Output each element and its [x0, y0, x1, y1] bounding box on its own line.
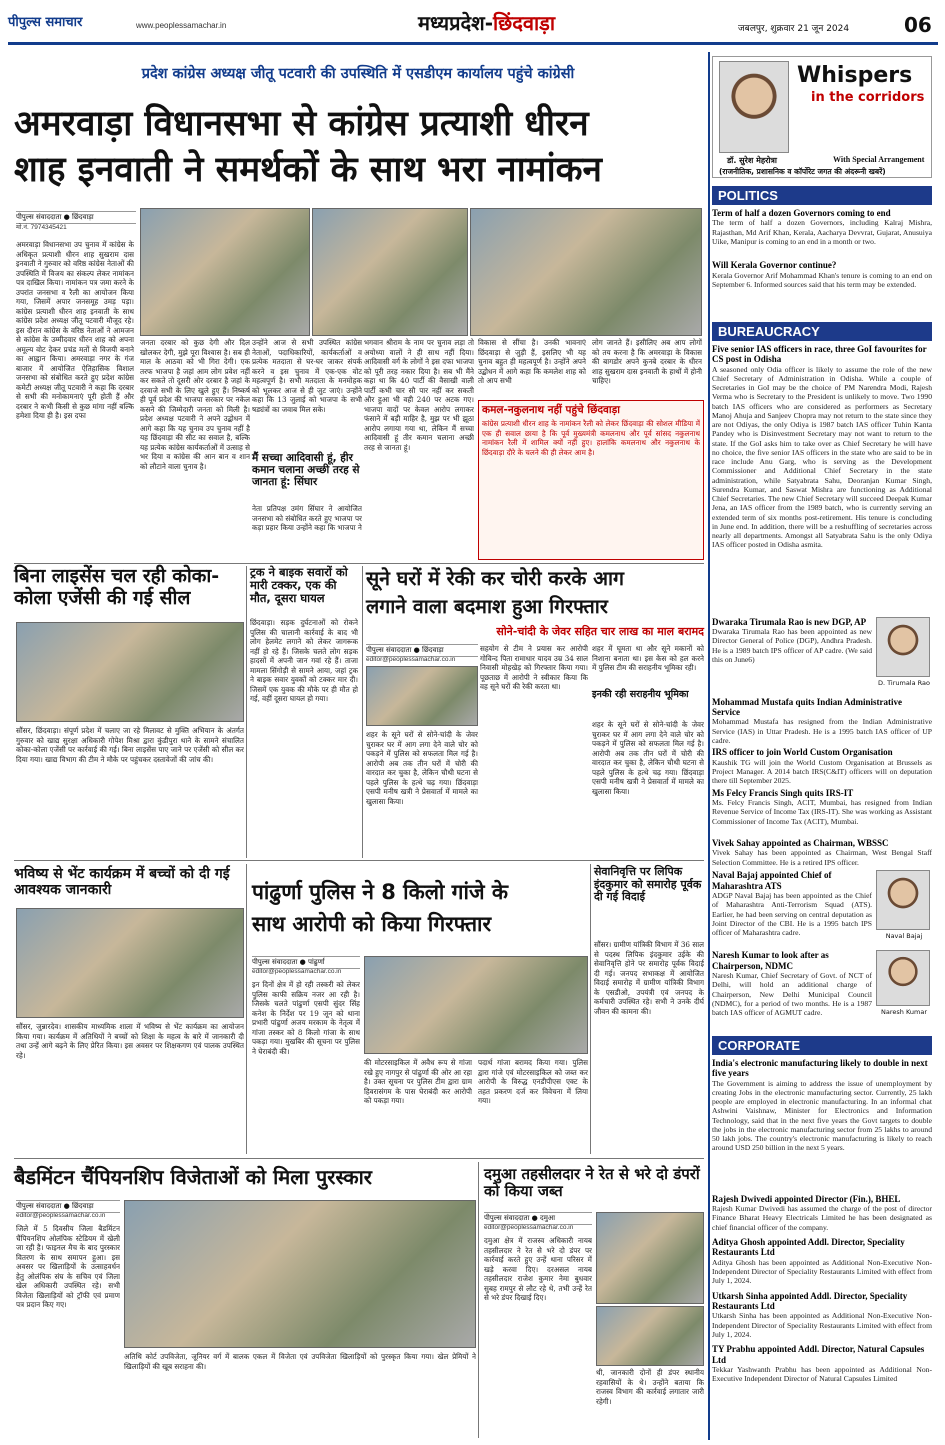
section-bureaucracy: BUREAUCRACY	[712, 322, 932, 341]
divider	[590, 864, 591, 1154]
bureaucracy-body-4: Kaushik TG will join the World Custom Organisation at Brussels as Project Manager. A 2014 batch IRS(C&IT) officers will on deputation there till September 2025.	[712, 757, 932, 786]
columnist-photo	[719, 61, 789, 153]
lead-body-col3b: नेता प्रतिपक्ष उमंग सिंघार ने आयोजित जनसभा को संबोधित करते हुए भाजपा पर कड़ा प्रहार किया उन्होंने कहा कि भाजपा ने	[252, 504, 362, 532]
school-body: सौंसर, जुन्नारदेव। शासकीय माध्यमिक शाला में भविष्य से भेंट कार्यक्रम का आयोजन किया गया। कार्यक्रम में अतिथियों ने बच्चों को शिक्षा के महत्व के बारे में जानकारी दी तथा उन्हें आगे बढ़ने के लिए प्रेरित किया। इस अवसर पर शिक्षकगण एवं पालक उपस्थित रहे।	[16, 1022, 244, 1060]
corporate-body-4: Utkarsh Sinha has been appointed as Additional Non-Executive Non-Independent Director of Speciality Restaurants Limited with effect from July 1, 2024.	[712, 1311, 932, 1339]
badminton-body-2: अतिथि कोर्ट उपविजेता, जूनियर वर्ग में बालक एकल में विजेता एवं उपविजेता खिलाड़ियों को पुरस्कृत किया गया। खेल प्रेमियों ने खिलाड़ियों की खूब सराहना की।	[124, 1352, 476, 1371]
divider	[246, 864, 247, 1154]
corporate-body-3: Aditya Ghosh has been appointed as Additional Non-Executive Non-Independent Director of Speciality Restaurants Limited with effect from July 1, 2024.	[712, 1257, 932, 1286]
lead-body-col1: अमरवाड़ा विधानसभा उप चुनाव में कांग्रेस के अधिकृत प्रत्याशी धीरन शाह सुखराम दास इनवाती ने गुरुवार को वरिष्ठ कांग्रेस नेताओं की उपस्थिति में विजय का संकल्प लेकर नामांकन पत्र दाखिल किया। नामांकन पत्र जमा करने के उपरांत जनसभा व रैली का आयोजन किया गया, जिसमें अपार जनसमूह उमड़ पड़ा। कांग्रेस प्रत्याशी धीरन शाह इनवाती के साथ कांग्रेस प्रदेश अध्यक्ष जीतू पटवारी मौजूद रहे। इस दौरान कांग्रेस के वरिष्ठ नेताओं ने आमजन से कांग्रेस के उम्मीदवार धीरन शाह को अपना अमूल्य वोट देकर प्रचंड मतों से विजयी बनाने का आह्वान किया। अमरवाड़ा नगर के गंज बाजार में आयोजित ऐतिहासिक विशाल जनसभा को संबोधित करते हुए प्रदेश कांग्रेस कमेटी अध्यक्ष जीतू पटवारी ने कहा कि दरबार से सभी की मनोकामनाएं पूरी होती हैं और दरबार ने कभी किसी से कुछ मांगा नहीं बल्कि हमेशा दिया ही है। इस दफा	[16, 240, 134, 420]
brand-logo: पीपुल्स समाचार	[8, 15, 83, 30]
corporate-title-2: Rajesh Dwivedi appointed Director (Fin.), BHEL	[712, 1193, 901, 1204]
ganja-body-2: की मोटरसाइकिल में अवैध रूप से गांजा रखे हुए नागपुर से पांढुर्णा की ओर आ रहा है। उक्त सूचना पर पुलिस टीम द्वारा ग्राम हिवरासंगम के पास घेराबंदी कर आरोपी को पकड़ा गया।	[364, 1058, 472, 1105]
dateline: जबलपुर, शुक्रवार 21 जून 2024	[738, 24, 850, 34]
bureaucracy-body-1: A seasoned only Odia officer is likely to assume the role of the new Chief Secretary of Administration in Odisha. While a couple of Secretaries in GoI may be the choice of PM Narendra Modi, Rajesh Verma who is Secretary to the President is unlikely to move. Two 1990 batch IAS officers who are considered as performers as Secretary Manoj Ahuja and Sanjeev Chopra may not return to the state since they are not Odiyas, the only Odiya is 1987 batch IAS officer Tuhin Kanta Pandey who is Disinvestment Secretary may not want to return to the state. If the GoI asks him to take over as Chief Secretary he will have no choice, the five senior IAS officers in the state who are said to be in race include Anu Garg, who is serving as the Development Commissioner and Additional Chief Secretary in the state administration, while Satyabrata Sahu, Deoranjan Kumar Singh, Surendra Kumar, and Saswat Mishra are functioning as Additional Chief Secretaries. The new Chief Secretary will succeed Deepak Kumar Jena, an IAS officer from the 1989 batch, who is currently serving an extended term of six months post-retirement. His tenure is concluding in June end. In addition, there will be a reshuffling of secretaries across nearly all departments. Amongst all Satyabrata Sahu is the only Odiya IAS officer posted in Odisha asmita.	[712, 364, 932, 550]
bureaucracy-title-7: Naval Bajaj appointed Chief of Maharashtra ATS	[712, 870, 832, 891]
school-photo	[16, 908, 244, 1018]
theft-body-3b: शहर के सूने घरों से सोने-चांदी के जेवर चुराकर घर में आग लगा देने वाले चोर को पकड़ने में पुलिस को सफलता मिल गई है। आरोपी अब तक तीन घरों में चोरी की वारदात कर चुका है, लेकिन चौथी घटना से पहले पुलिस के हत्थे चढ़ गया। छिंदवाड़ा एसपी मनीष खत्री ने प्रेसवार्ता में मामले का खुलासा किया।	[592, 720, 704, 796]
page-number: 06	[904, 13, 932, 37]
theft-body: शहर के सूने घरों से सोने-चांदी के जेवर चुराकर घर में आग लगा देने वाले चोर को पकड़ने में पुलिस को सफलता मिल गई है। आरोपी अब तक तीन घरों में चोरी की वारदात कर चुका है, लेकिन चौथी घटना से पहले पुलिस के हत्थे चढ़ गया। छिंदवाड़ा एसपी मनीष खत्री ने प्रेसवार्ता में मामले का खुलासा किया।	[366, 730, 478, 806]
corporate-title-3: Aditya Ghosh appointed Addl. Director, Speciality Restaurants Ltd	[712, 1237, 905, 1258]
corporate-body-5: Tekkar Yashwanth Prabhu has been appointed as Additional Non-Executive Independent Director of Natural Capsules Limited	[712, 1365, 932, 1384]
lead-body-col6: लोग जानते हैं। इसीलिए अब आप लोगों को तय करना है कि अमरवाड़ा के विकास की बागडोर अपने कुनबे दरबार के धीरन शाह सुखराम दास इनवाती के हाथों में होनी चाहिए।	[592, 338, 702, 385]
truck-headline: ट्रक ने बाइक सवारों को मारी टक्कर, एक की मौत, दूसरा घायल	[250, 565, 348, 606]
divider	[708, 52, 710, 1440]
divider	[14, 563, 704, 564]
lead-quote: मैं सच्चा आदिवासी हूं, हीर कमान चलाना अच्छी तरह से जानता हूं: सिंघार	[252, 452, 360, 489]
website: www.peoplessamachar.in	[136, 21, 227, 30]
sand-body: दमुआ क्षेत्र में राजस्व अधिकारी नायब तहसीलदार ने रेत से भरे दो डंपर पर कार्रवाई करते हुए उन्हें थाना परिसर में खड़े करवा दिए। दरअसल नायब तहसीलदार राजेश कुमार नेमा बुधवार सुबह रामपुर से लौट रहे थे, तभी उन्हें रेत से भरे डंपर दिखाई दिए।	[484, 1236, 592, 1302]
bureaucracy-title-1: Five senior IAS officers in race, three GoI favourites for CS post in Odisha	[712, 344, 927, 365]
corporate-list	[712, 1058, 932, 1438]
bureaucracy-title-6: Vivek Sahay appointed as Chairman, WBSSC	[712, 838, 889, 849]
ganja-body-3: पदार्थ गांजा बरामद किया गया। पुलिस द्वारा गांजे एवं मोटरसाइकिल को जब्त कर आरोपी के विरुद्ध एनडीपीएस एक्ट के तहत प्रकरण दर्ज कर विवेचना में लिया गया।	[478, 1058, 588, 1105]
sand-headline: दमुआ तहसीलदार ने रेत से भरे दो डंपरों को किया जब्त	[484, 1165, 700, 1201]
divider	[362, 566, 363, 858]
sale-headline: बिना लाइसेंस चल रही कोका-कोला एजेंसी की गई सील	[14, 565, 220, 609]
bureaucracy-body-6: Vivek Sahay has been appointed as Chairman, West Bengal Staff Selection Committee. He is a retired IPS officer.	[712, 848, 932, 867]
sand-photo-2	[596, 1306, 704, 1366]
theft-body-2: सहयोग से टीम ने प्रयास कर आरोपी गोविन्द पिता रामाधार यादव उम्र 34 साल निवासी मोहखेड़ को गिरफ्तार किया गया। पूछताछ में आरोपी ने स्वीकार किया कि वह सूने घरों की रेकी करता था।	[480, 644, 588, 691]
theft-headline-1: सूने घरों में रेकी कर चोरी करके आग	[366, 567, 624, 590]
corporate-title-1: India's electronic manufacturing likely to double in next five years	[712, 1058, 928, 1079]
divider	[478, 1162, 479, 1438]
bureaucracy-body-7: ADGP Naval Bajaj has been appointed as the Chief of Maharashtra Anti-Terrorism Squad (ATS). Earlier, he had been serving on central deputation as Joint Director of the CBI. He is a 1995 batch IPS officer of Maharashtra cadre.	[712, 891, 872, 938]
corporate-title-5: TY Prabhu appointed Addl. Director, Natural Capsules Ltd	[712, 1344, 925, 1365]
bureaucracy-body-5: Ms. Felcy Francis Singh, ACIT, Mumbai, has resigned from Indian Revenue Service of Income Tax (IRS-IT). She was working as Assistant Commissioner of Income Tax (ACIT), Mumbai.	[712, 798, 932, 826]
bureaucracy-body-3: Mohammad Mustafa has resigned from the Indian Administrative Service (IAS) in Uttar Pradesh. He is a 1995 batch IAS officer of UP cadre.	[712, 717, 932, 745]
section-politics: POLITICS	[712, 186, 932, 205]
ganja-headline-1: पांढुर्णा पुलिस ने 8 किलो गांजे के	[252, 880, 508, 904]
section-corporate: CORPORATE	[712, 1036, 932, 1055]
lead-headline-2: शाह इनवाती ने समर्थकों के साथ भरा नामांकन	[14, 150, 602, 190]
bureaucracy-body-8: Naresh Kumar, Chief Secretary of Govt. of NCT of Delhi, will hold an additional charge of Chairperson, New Delhi Municipal Council (NDMC), for a period of two months. He is a 1987 batch IAS officer of AGMUT cadre.	[712, 971, 872, 1018]
lead-sidebar-body: कांग्रेस प्रत्याशी धीरन शाह के नामांकन रैली को लेकर छिंदवाड़ा की सोशल मीडिया में एक ही सवाल छाया है कि पूर्व मुख्यमंत्री कमलनाथ और पूर्व सांसद नकुलनाथ नामांकन रैली में शामिल क्यों नहीं हुए। हालांकि कमलनाथ और नकुलनाथ के छिंदवाड़ा दौरे के चलने की ही लेकर आम है।	[482, 419, 700, 457]
divider	[14, 860, 704, 861]
divider	[14, 1158, 704, 1159]
badminton-byline: पीपुल्स संवाददाता ● छिंदवाड़ा	[16, 1200, 120, 1213]
sand-email: editor@peoplessamachar.co.in	[484, 1224, 574, 1231]
ganja-byline: पीपुल्स संवाददाता ● पांढुर्णा	[252, 956, 360, 969]
lead-byline: पीपुल्स संवाददाता ● छिंदवाड़ा	[16, 211, 136, 224]
lead-photo-3	[470, 208, 702, 336]
sale-body: सौंसर, छिंदवाड़ा। संपूर्ण प्रदेश में चलाए जा रहे मिलावट से मुक्ति अभियान के अंतर्गत गुरुवार को खाद्य सुरक्षा अधिकारी गोपेश मिश्रा द्वारा कुंडीपुरा थाने के सामने संचालित कोका-कोला एजेंसी पर कार्रवाई की गई। बिना लाइसेंस पाए जाने पर एजेंसी को सील कर दिया गया। खाद्य विभाग की टीम ने मौके पर पहुंचकर दस्तावेजों की जांच की।	[16, 726, 244, 764]
lead-sidebar-box	[478, 400, 704, 560]
bureaucracy-title-8: Naresh Kumar to look after as Chairperson, NDMC	[712, 950, 829, 971]
portrait-caption: Naval Bajaj	[885, 932, 923, 941]
badminton-body: जिले में 5 दिवसीय जिला बैडमिंटन चैंपियनशिप ओलंपिक स्टेडियम में खेली जा रही है। फाइनल मैच के बाद पुरस्कार वितरण के साथ समापन हुआ। इस अवसर पर खिलाड़ियों के उत्साहवर्धन हेतु ओलंपिक संघ के सचिव एवं जिला खेल अधिकारी उपस्थित रहे। सभी विजेता खिलाड़ियों को ट्रॉफी एवं प्रमाण पत्र प्रदान किए गए।	[16, 1224, 120, 1309]
portrait-photo	[876, 617, 930, 677]
ganja-headline-2: साथ आरोपी को किया गिरफ्तार	[252, 912, 492, 936]
retire-body: सौंसर। ग्रामीण यांत्रिकी विभाग में 36 साल से पदस्थ लिपिक इंदकुमार उईके की सेवानिवृत्ति होने पर समारोह पूर्वक विदाई दी गई। जनपद सभाकक्ष में आयोजित विदाई समारोह में ग्रामीण यांत्रिकी विभाग के एसडीओ, उपयंत्री एवं जनपद के कर्मचारी उपस्थित रहे। सभी ने उनके दीर्घ जीवन की कामना की।	[594, 940, 704, 1016]
retire-headline: सेवानिवृत्ति पर लिपिक इंदकुमार को समारोह पूर्वक दी गई विदाई	[594, 865, 702, 904]
masthead-rule	[8, 42, 938, 45]
lead-photo-1	[140, 208, 310, 336]
corporate-body-2: Rajesh Kumar Dwivedi has assumed the charge of the post of director Finance Bharat Heavy Electricals Limited he has been designated as chief financial officer of the company.	[712, 1204, 932, 1232]
politics-body-1: The term of half a dozen Governors, including Kalraj Mishra, Rajasthan, Md Arif Khan, Kerala, Aacharya Devvrat, Gujarat, Anusuiya Uike, Manipur is coming to an end in a month or two.	[712, 218, 932, 246]
sale-photo	[16, 622, 244, 722]
badminton-photo	[124, 1200, 476, 1348]
bureaucracy-item-7	[712, 870, 932, 950]
bureaucracy-body-2: Dwaraka Tirumala Rao has been appointed as new Director General of Police (DGP), Andhra Pradesh. He is a 1989 batch IPS officer of AP cadre. (We said this on June6)	[712, 627, 872, 664]
region-state: मध्यप्रदेश	[418, 11, 485, 35]
lead-headline-1: अमरवाड़ा विधानसभा से कांग्रेस प्रत्याशी धीरन	[14, 104, 589, 144]
lead-photo-2	[312, 208, 468, 336]
whispers-subtitle: in the corridors	[811, 90, 925, 105]
lead-body-col4: भगवान श्रीराम के नाम पर चुनाव लड़ा तो अयोध्या वालों ने ही साथ नहीं दिया। आदिवासी वर्ग के लोगों ने इस दफा भाजपा को पूरी तरह नकार दिया है। सब भी मैंने कहा था कि 40 पार्टी की वैसाखी वाली पार्टी कभी चार सौ पार नहीं कर सकती और हुआ भी वही 240 पर अटक गए। भाजपा वादों पर केवल आरोप लगाकर फंसाने में बड़ी माहिर है, मुझ पर भी झूठा आरोप लगाया गया था, लेकिन मैं सच्चा आदिवासी हूं तीर कमान चलाना अच्छी तरह से जानता हूं।	[364, 338, 474, 452]
lead-sidebar-title: कमल-नकुलनाथ नहीं पहुंचे छिंदवाड़ा	[482, 404, 620, 416]
theft-email: editor@peoplessamachar.co.in	[366, 656, 456, 663]
lead-body-col3: उन्होंने आज से सभी उपस्थित कांग्रेस नेताओं, पदाधिकारियों, कार्यकर्ताओं व प्रत्येक मतदाता से घर-घर जाकर संपर्क करने व इस चुनाव में एक-एक वोट महत्वपूर्ण है। सभी मतदाता के मनमोहक को भूलकर आज से ही जुट जाएं। उन्होंने कहा कि 13 जुलाई को भाजपा के सभी षड्यंत्रों का जवाब मिल सके।	[252, 338, 362, 414]
bureaucracy-title-4: IRS officer to join World Custom Organisation	[712, 747, 893, 758]
divider	[246, 566, 247, 858]
masthead	[8, 6, 938, 46]
bureaucracy-title-5: Ms Felcy Francis Singh quits IRS-IT	[712, 787, 854, 798]
portrait-photo	[876, 870, 930, 930]
bureaucracy-item-2	[712, 617, 932, 697]
theft-subhead: सोने-चांदी के जेवर सहित चार लाख का माल बरामद	[496, 625, 704, 638]
bureaucracy-list	[712, 344, 932, 1024]
badminton-headline: बैडमिंटन चैंपियनशिप विजेताओं को मिला पुरस्कार	[14, 1165, 372, 1189]
sand-photo-1	[596, 1212, 704, 1304]
bureaucracy-title-3: Mohammad Mustafa quits Indian Administrative Service	[712, 696, 903, 718]
school-headline: भविष्य से भेंट कार्यक्रम में बच्चों को दी गई आवश्यक जानकारी	[14, 866, 230, 899]
whispers-tagline: (राजनीतिक, प्रशासनिक व कॉर्पोरेट जगत की अंदरूनी खबरें)	[719, 167, 886, 176]
ganja-email: editor@peoplessamachar.co.in	[252, 968, 342, 975]
corporate-title-4: Utkarsh Sinha appointed Addl. Director, Speciality Restaurants Ltd	[712, 1290, 908, 1312]
politics-body-2: Kerala Governor Arif Mohammad Khan's tenure is coming to an end on September 6. Informed sources said that his term may be extended.	[712, 270, 932, 289]
corporate-body-1: The Government is aiming to address the issue of unemployment by creating Jobs in the electronic manufacturing sector. Currently, 25 lakh people are employed in electronic manufacturing. In an informal chat Ashwini Vaishnaw, Minister for Electronics and Information Technology, said that in the next five years the Govt targets to double the jobs in the electronic manufacturing sector from 25 lakhs to around 50 lakh jobs. The country's electronic manufacturing is likely to reach around USD 250 billion in the next 5 years.	[712, 1078, 932, 1153]
theft-body-3a: शहर में घूमता था और सूने मकानों को निशाना बनाता था। इस केस को हल करने में पुलिस टीम की सराहनीय भूमिका रही।	[592, 644, 704, 672]
politics-list	[712, 208, 932, 299]
politics-title-2: Will Kerala Governor continue?	[712, 260, 837, 271]
columnist-name: डॉ. सुरेश मेहरोत्रा	[727, 156, 777, 165]
portrait-photo	[876, 950, 930, 1006]
badminton-email: editor@peoplessamachar.co.in	[16, 1212, 106, 1219]
bureaucracy-title-2: Dwaraka Tirumala Rao is new DGP, AP	[712, 616, 867, 627]
whispers-header	[712, 56, 932, 178]
sand-body-2: थी, जानकारी दोनों ही डंपर स्थानीय रहवासियों के थे। उन्होंने बताया कि राजस्व विभाग की कार्रवाई लगातार जारी रहेगी।	[596, 1368, 704, 1406]
lead-body-col5: विकास से सींचा है। उनकी भावनाएं छिंदवाड़ा से जुड़ी हैं, इसलिए भी यह चुनाव बहुत ही महत्वपूर्ण है। उन्होंने अपने उद्बोधन में आगे कहा कि कमलेश शाह को तो आप सभी	[478, 338, 586, 385]
portrait-caption: D. Tirumala Rao	[877, 678, 930, 687]
lead-mobile: मो.नं. 7974345421	[16, 224, 67, 231]
lead-kicker: प्रदेश कांग्रेस अध्यक्ष जीतू पटवारी की उपस्थिति में एसडीएम कार्यालय पहुंचे कांग्रेसी	[141, 66, 575, 82]
bureaucracy-item-8	[712, 950, 932, 1024]
theft-subtitle: इनकी रही सराहनीय भूमिका	[592, 689, 689, 700]
whispers-title: Whispers	[797, 63, 913, 88]
sand-byline: पीपुल्स संवाददाता ● दमुआ	[484, 1212, 592, 1225]
politics-title-1: Term of half a dozen Governors coming to end	[712, 208, 891, 218]
special-arrangement: With Special Arrangement	[833, 155, 925, 164]
ganja-body: इन दिनों क्षेत्र में हो रही तस्करी को लेकर पुलिस काफी सक्रिय नजर आ रही है। जिसके चलते पांढुर्णा एसपी सुंदर सिंह कनेश के निर्देश पर 19 जून को थाना प्रभारी पांढुर्णा अजय मरकाम के नेतृत्व में गांजा तस्कर को 8 किलो गांजा के साथ पकड़ा गया। मुखबिर की सूचना पर पुलिस ने घेराबंदी की।	[252, 980, 360, 1056]
region-city: छिंदवाड़ा	[493, 11, 555, 35]
theft-byline: पीपुल्स संवाददाता ● छिंदवाड़ा	[366, 644, 478, 657]
region-title: मध्यप्रदेश-छिंदवाड़ा	[418, 11, 555, 35]
truck-body: छिंदवाड़ा। सड़क दुर्घटनाओं को रोकने पुलिस की चालानी कार्रवाई के बाद भी लोग हेलमेट लगाने को लेकर जागरूक नहीं हो रहे हैं। जिसके चलते लोग सड़क हादसों में अपनी जान गवां रहे हैं। ताजा मामला सिंगोड़ी से सामने आया, जहां ट्रक ने बाइक सवार युवकों को टक्कर मार दी। जिसमें एक युवक की मौके पर ही मौत हो गई, वहीं दूसरा घायल हो गया।	[250, 618, 358, 703]
ganja-photo	[364, 956, 588, 1054]
theft-photo	[366, 666, 478, 726]
portrait-caption: Naresh Kumar	[881, 1008, 927, 1017]
lead-body-col2: जनता दरबार को कुछ देगी और दिल खोलकर देगी, मुझे पूरा विश्वास है। सब ही माल के आठवा को भी गिरा देगी। एक तरफ भाजपा है जहां आम लोग प्रवेश नहीं कर सकते तो दूसरी ओर दरबार है जहां के दरवाजे सभी के लिए खुले हुए हैं। निष्कर्ष ही पूर्व प्रदेश की भाजपा सरकार पर नकेल कसने की जिम्मेदारी जनता को मिली है। प्रदेश अध्यक्ष पटवारी ने अपने उद्बोधन में आगे कहा कि यह चुनाव उप चुनाव नहीं है यह छिंदवाड़ा की सीट का सवाल है, बल्कि यह प्रत्येक कांग्रेस कार्यकर्ताओं में उत्साह से भर दिया व कांग्रेस की आन बान व शान को लौटाने वाला चुनाव है।	[140, 338, 250, 471]
theft-headline-2: लगाने वाला बदमाश हुआ गिरफ्तार	[366, 595, 608, 618]
